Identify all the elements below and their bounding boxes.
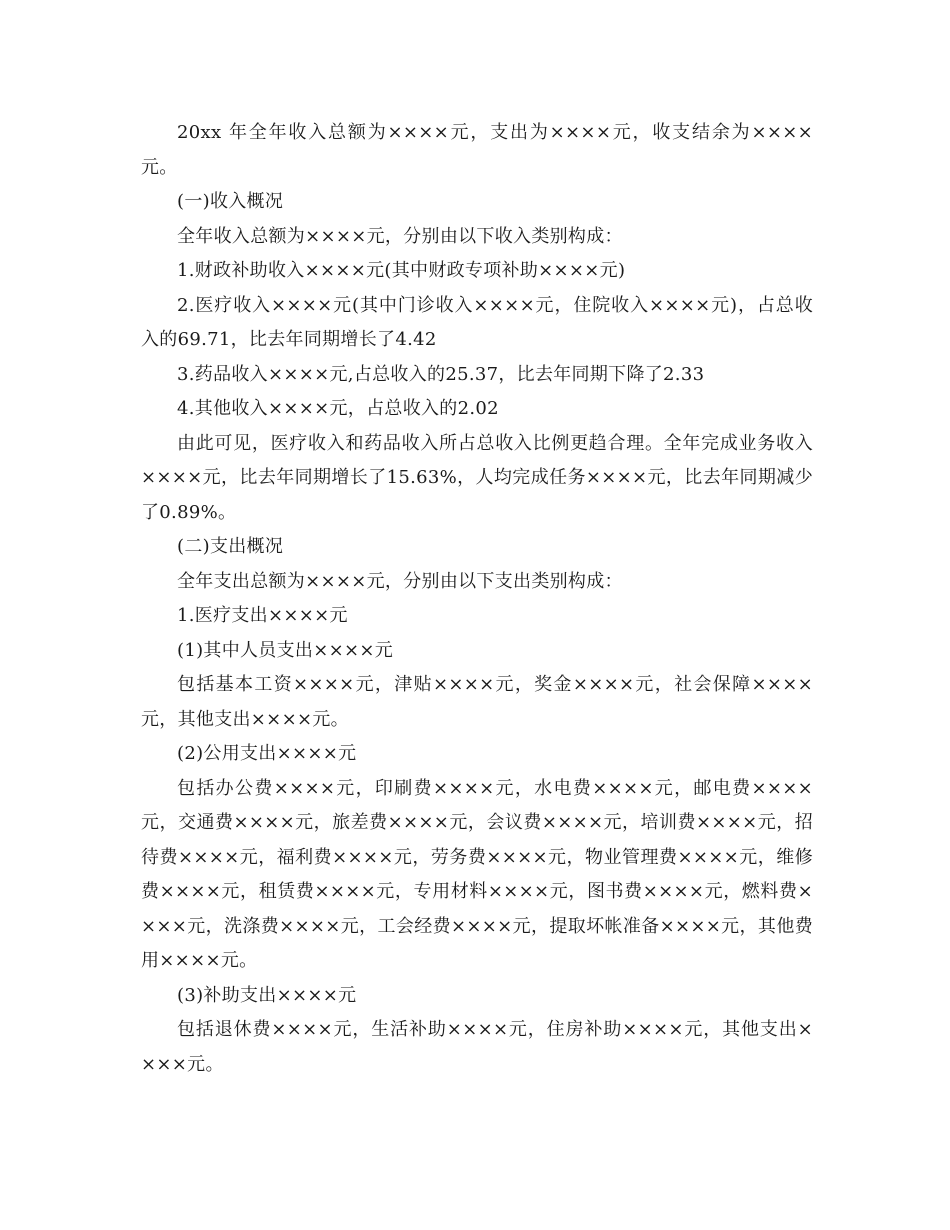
document-body — [141, 116, 813, 1082]
income-item-drug: 3.药品收入××××元,占总收入的25.37，比去年同期下降了2.33 — [177, 363, 705, 385]
income-item-medical: 2.医疗收入××××元(其中门诊收入××××元，住院收入××××元)，占总收入的69.71，比去年同期增长了4.42 — [141, 294, 813, 350]
expense-subitem-public: (2)公用支出××××元 — [177, 743, 357, 764]
public-detail-paragraph: 包括办公费××××元，印刷费××××元，水电费××××元，邮电费××××元，交通费××××元，旅差费××××元，会议费××××元，培训费××××元，招待费××××元，福利费××××元，劳务费××××元，物业管理费××××元，维修费××××元，租赁费××××元，专用材料××××元，图书费××××元，燃料费××××元，洗涤费××××元，工会经费××××元，提取坏帐准备××××元，其他费用××××元。 — [141, 777, 813, 971]
expense-intro-paragraph: 全年支出总额为××××元，分别由以下支出类别构成： — [177, 570, 623, 592]
expense-subitem-subsidy: (3)补助支出××××元 — [177, 984, 357, 1006]
income-section-heading: (一)收入概况 — [177, 191, 284, 212]
income-item-other: 4.其他收入××××元，占总收入的2.02 — [177, 398, 499, 419]
income-analysis-paragraph: 由此可见，医疗收入和药品收入所占总收入比例更趋合理。全年完成业务收入××××元，比去年同期增长了15.63%，人均完成任务××××元，比去年同期减少了0.89%。 — [141, 432, 813, 523]
expense-subitem-personnel: (1)其中人员支出××××元 — [177, 639, 394, 661]
expense-item-medical: 1.医疗支出××××元 — [177, 605, 348, 626]
income-intro-paragraph: 全年收入总额为××××元，分别由以下收入类别构成： — [177, 225, 623, 247]
expense-section-heading: (二)支出概况 — [177, 536, 284, 557]
subsidy-detail-paragraph: 包括退休费××××元，生活补助××××元，住房补助××××元，其他支出××××元。 — [141, 1019, 813, 1075]
income-item-fiscal: 1.财政补助收入××××元(其中财政专项补助××××元) — [177, 260, 626, 281]
personnel-detail-paragraph: 包括基本工资××××元，津贴××××元，奖金××××元，社会保障××××元，其他支出××××元。 — [141, 674, 813, 730]
summary-paragraph: 20xx 年全年收入总额为××××元，支出为××××元，收支结余为××××元。 — [141, 122, 813, 178]
